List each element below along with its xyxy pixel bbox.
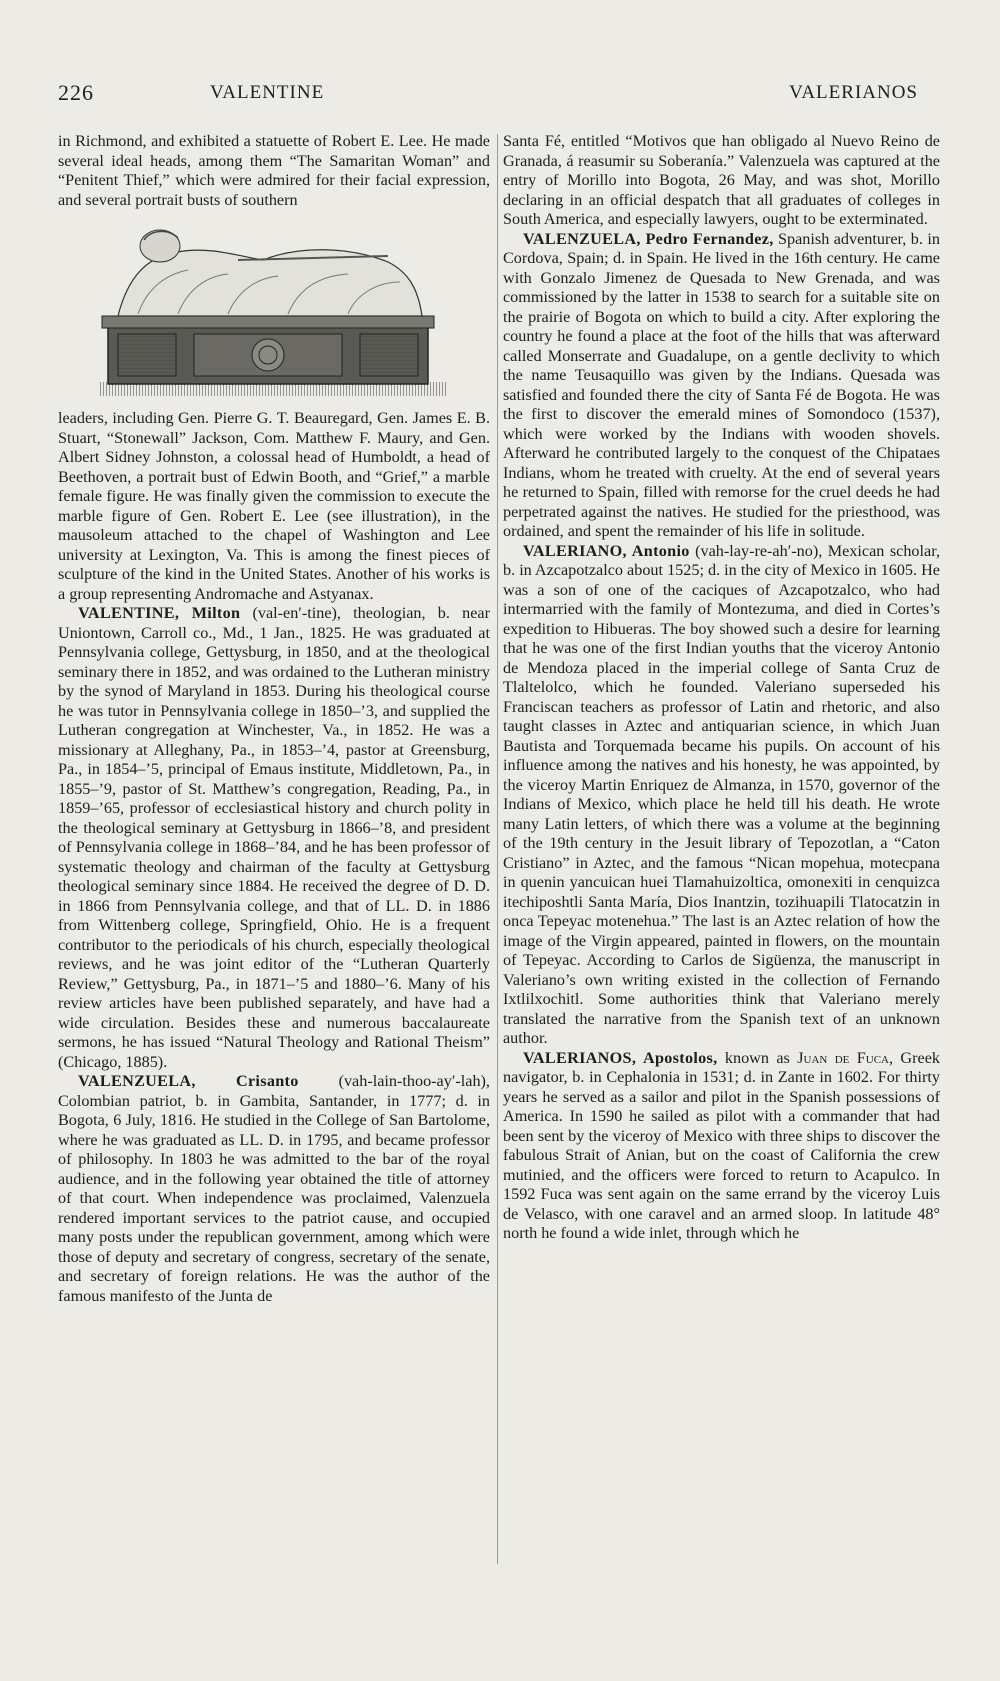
running-head-left: VALENTINE [210, 82, 325, 103]
valentine-continued-bottom: leaders, including Gen. Pierre G. T. Beauregard, Gen. James E. B. Stuart, “Stonewall” Jackson, Com. Matthew F. Maury, and Gen. Albert Sidney Johnston, a colossal head of Humboldt, a head of Beethoven, a portrait bust of Edwin Booth, and “Grief,” a marble female figure. He was finally given the commission to execute the marble figure of Gen. Robert E. Lee (see illustration), in the mausoleum attached to the chapel of Washington and Lee university at Lexington, Va. This is among the finest pieces of sculpture of the kind in the United States. Another of his works is a group representing Andromache and Astyanax. [58, 409, 490, 603]
headword-valentine-milton: VALENTINE, Milton [78, 604, 241, 622]
entry-text-valeriano-antonio: (vah-lay-re-ah′-no), Mexican scholar, b. in Azcapotzalco about 1525; d. in the city of Mexico in 1605. He was a son of one of the caciques of Azcapotzalco, who had intermarried with the family of Montezuma, and died in Cortes’s expedition to Hibueras. The boy showed such a desire for learning that he was one of the first Indian youths that the viceroy Antonio de Mendoza placed in the imperial college of Santa Cruz de Tlaltelolco, which he founded. Valeriano superseded his Franciscan teachers as professor of Latin and rhetoric, and also taught classes in Aztec and antiquarian science, in which Juan Bautista and Torquemada became his pupils. On account of his influence among the natives and his honesty, he was appointed, by the viceroy Martin Enriquez de Almanza, in 1570, governor of the Indians of Mexico, which place he held till his death. He wrote many Latin letters, of which there was a volume at the beginning of the 19th century in the Jesuit library of Tepozotlan, a “Caton Cristiano” in Aztec, and the famous “Nican mopehua, motecpana in quenin yancuican huei Tlamahuizoltica, omonexiti in cenquizca itechiposhtli Santa María, Dios Inantzin, tozihuapili Tlatocatzin in onca Tepeyac motenehua.” The last is an Aztec relation of how the image of the Virgin appeared, painted in flowers, on the mountain of Tepeyac. According to Carlos de Sigüenza, the manuscript in Valeriano’s own writing existed in the collection of Fernando Ixtlilxochitl. Some authorities think that Valeriano merely translated the narrative from the Spanish text of an unknown author. [503, 541, 940, 1047]
headword-valenzuela-crisanto: VALENZUELA, Crisanto [78, 1072, 299, 1090]
headword-valeriano-antonio: VALERIANO, Antonio [523, 541, 690, 560]
page-number: 226 [58, 80, 94, 105]
headword-valenzuela-pedro: VALENZUELA, Pedro Fernandez, [523, 229, 774, 248]
entry-valenzuela-pedro [503, 230, 940, 542]
column-divider [497, 134, 498, 1564]
valenzuela-crisanto-continued: Santa Fé, entitled “Motivos que han obligado al Nuevo Reino de Granada, á reasumir su Soberanía.” Valenzuela was captured at the entry of Morillo into Bogota, 26 May, and was shot, Morillo declaring in an official despatch that all graduates of colleges in South America, and especially lawyers, ought to be exterminated. [503, 132, 940, 228]
valentine-continued-top: in Richmond, and exhibited a statuette of Robert E. Lee. He made several ideal heads, among them “The Samaritan Woman” and “Penitent Thief,” which were admired for their facial expression, and several portrait busts of southern [58, 132, 490, 209]
entry-valentine-milton [58, 604, 490, 1072]
entry-text-valenzuela-pedro: Spanish adventurer, b. in Cordova, Spain; d. in Spain. He lived in the 16th century. He came with Gonzalo Jimenez de Quesada to New Grenada, and was commissioned by the latter in 1538 to search for a suitable site on the prairie of Bogota on which to build a city. After exploring the country he found a place at the foot of the hills that was afterward called Monserrate and Guadalupe, on a gentle declivity to which the name Teusaquillo was given by the Indians. Quesada was satisfied and founded there the city of Santa Fé de Bogota. He was the first to discover the emerald mines of Somondoco (1537), which were worked by the Indians with wooden shovels. Afterward he contributed largely to the conquest of the Chipataes Indians, whom he treated with cruelty. At the end of several years he returned to Spain, filled with remorse for the cruel deeds he had perpetrated against the natives. He studied for the priesthood, was ordained, and spent the remainder of his life in solitude. [503, 229, 940, 540]
running-head-right: VALERIANOS [789, 82, 918, 103]
lee-recumbent-statue-illustration [88, 216, 458, 401]
entry-text-valentine-milton: (val-en′-tine), theologian, b. near Uniontown, Carroll co., Md., 1 Jan., 1825. He was graduated at Pennsylvania college, Gettysburg, in 1850, and at the theological seminary there in 1852, and was ordained to the Lutheran ministry by the synod of Maryland in 1853. During his theological course he was tutor in Pennsylvania college in 1850–’3, and supplied the Lutheran congregation at Winchester, Va., in 1852. He was a missionary at Alleghany, Pa., in 1853–’4, pastor at Greensburg, Pa., in 1854–’5, principal of Emaus institute, Middletown, Pa., in 1855–’9, pastor of St. Matthew’s congregation, Reading, Pa., in 1859–’65, professor of ecclesiastical history and church polity in the theological seminary at Gettysburg in 1866–’8, and president of Pennsylvania college in 1868–’84, and he has been professor of systematic theology and chairman of the faculty at Gettysburg theological seminary since 1884. He received the degree of D. D. in 1866 from Pennsylvania college, and that of LL. D. in 1886 from Wittenberg college, Springfield, Ohio. He is a frequent contributor to the periodicals of his church, especially theological reviews, and he was joint editor of the “Lutheran Quarterly Review,” Gettysburg, Pa., in 1871–’5 and 1880–’6. Many of his review articles have been published separately, and have had a wide circulation. Besides these and numerous baccalaureate sermons, he has issued “Natural Theology and Rational Theism” (Chicago, 1885). [58, 604, 490, 1071]
entry-text-valerianos-apostolos: , Greek navigator, b. in Cephalonia in 1531; d. in Zante in 1602. For thirty years he served as a sailor and pilot in the Spanish possessions of America. In 1590 he sailed as pilot with a commander that had been sent by the viceroy of Mexico with three ships to discover the fabulous Strait of Anian, but on the coast of California the crew mutinied, and the officers were forced to return to Acapulco. In 1592 Fuca was sent again on the same errand by the viceroy Luis de Velasco, with one caravel and an armed sloop. In latitude 48° north he found a wide inlet, through which he [503, 1048, 940, 1242]
headword-valerianos-apostolos: VALERIANOS, Apostolos, [523, 1048, 718, 1067]
alias-juan-de-fuca: Juan de Fuca [797, 1048, 889, 1067]
entry-valenzuela-crisanto [58, 1072, 490, 1306]
right-column [503, 132, 940, 1244]
entry-text-valenzuela-crisanto: (vah-lain-thoo-ay′-lah), Colombian patriot, b. in Gambita, Santander, in 1777; d. in Bogota, 6 July, 1816. He studied in the College of San Bartolome, where he was graduated as LL. D. in 1795, and became professor of philosophy. In 1803 he was admitted to the bar of the royal audience, and in the following year obtained the title of attorney of that court. When independence was proclaimed, Valenzuela rendered important services to the patriot cause, and occupied many posts under the republican government, among which were those of deputy and secretary of congress, secretary of the senate, and secretary of foreign relations. He was the author of the famous manifesto of the Junta de [58, 1072, 490, 1305]
left-column [58, 132, 490, 1306]
entry-text-valerianos-apostolos-lead: known as [717, 1048, 798, 1067]
entry-valeriano-antonio [503, 542, 940, 1049]
entry-valerianos-apostolos [503, 1049, 940, 1244]
page-header [58, 80, 942, 110]
